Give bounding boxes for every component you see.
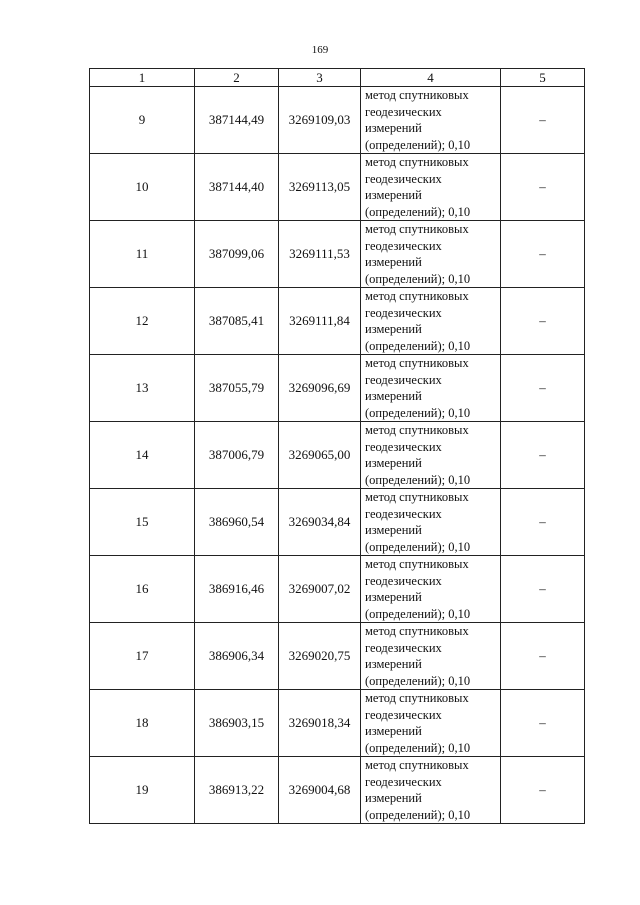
method-line: (определений); 0,10 (365, 271, 471, 286)
table-row (90, 556, 585, 623)
y-coordinate-cell: 3269113,05 (279, 154, 361, 221)
method-line: измерений (365, 456, 422, 470)
method-line: измерений (365, 590, 422, 604)
method-line: (определений); 0,10 (365, 539, 471, 554)
note-cell: – (501, 623, 585, 690)
y-coordinate-cell: 3269020,75 (279, 623, 361, 690)
point-number-cell: 10 (90, 154, 195, 221)
y-coordinate-cell: 3269111,53 (279, 221, 361, 288)
method-cell (361, 623, 501, 690)
method-line: геодезических (365, 573, 442, 588)
point-number-cell: 14 (90, 422, 195, 489)
method-line: (определений); 0,10 (365, 740, 471, 755)
method-line: геодезических (365, 171, 442, 186)
note-cell: – (501, 422, 585, 489)
table-body (90, 87, 585, 824)
header-row (90, 69, 585, 87)
table-row (90, 623, 585, 690)
method-line: (определений); 0,10 (365, 673, 471, 688)
method-line: (определений); 0,10 (365, 338, 471, 353)
method-line: метод спутниковых (365, 88, 469, 102)
x-coordinate-cell: 386960,54 (195, 489, 279, 556)
method-line: (определений); 0,10 (365, 137, 471, 152)
x-coordinate-cell: 387085,41 (195, 288, 279, 355)
method-line: измерений (365, 188, 422, 202)
method-line: метод спутниковых (365, 356, 469, 370)
note-cell: – (501, 221, 585, 288)
note-cell: – (501, 690, 585, 757)
method-cell (361, 556, 501, 623)
method-line: метод спутниковых (365, 624, 469, 638)
page-number: 169 (311, 44, 329, 56)
method-cell (361, 422, 501, 489)
column-header-2: 2 (195, 69, 279, 87)
method-cell (361, 489, 501, 556)
point-number-cell: 9 (90, 87, 195, 154)
y-coordinate-cell: 3269096,69 (279, 355, 361, 422)
method-line: геодезических (365, 640, 442, 655)
method-line: измерений (365, 791, 422, 805)
point-number-cell: 11 (90, 221, 195, 288)
coordinates-table (89, 68, 585, 824)
table-row (90, 489, 585, 556)
note-cell: – (501, 355, 585, 422)
method-line: измерений (365, 657, 422, 671)
x-coordinate-cell: 387144,40 (195, 154, 279, 221)
method-line: (определений); 0,10 (365, 405, 471, 420)
table-row (90, 221, 585, 288)
x-coordinate-cell: 387055,79 (195, 355, 279, 422)
method-line: измерений (365, 523, 422, 537)
table-row (90, 154, 585, 221)
method-cell (361, 355, 501, 422)
method-line: метод спутниковых (365, 758, 469, 772)
y-coordinate-cell: 3269007,02 (279, 556, 361, 623)
table-header (90, 69, 585, 87)
method-line: геодезических (365, 305, 442, 320)
method-line: метод спутниковых (365, 155, 469, 169)
method-cell (361, 690, 501, 757)
table-row (90, 87, 585, 154)
note-cell: – (501, 87, 585, 154)
method-cell (361, 221, 501, 288)
x-coordinate-cell: 386903,15 (195, 690, 279, 757)
table-row (90, 422, 585, 489)
column-header-5: 5 (501, 69, 585, 87)
y-coordinate-cell: 3269034,84 (279, 489, 361, 556)
method-line: метод спутниковых (365, 557, 469, 571)
method-line: геодезических (365, 104, 442, 119)
y-coordinate-cell: 3269004,68 (279, 757, 361, 824)
method-line: геодезических (365, 372, 442, 387)
method-cell (361, 757, 501, 824)
point-number-cell: 16 (90, 556, 195, 623)
method-line: метод спутниковых (365, 222, 469, 236)
method-line: измерений (365, 121, 422, 135)
note-cell: – (501, 757, 585, 824)
column-header-3: 3 (279, 69, 361, 87)
x-coordinate-cell: 387099,06 (195, 221, 279, 288)
method-line: измерений (365, 389, 422, 403)
table-row (90, 690, 585, 757)
x-coordinate-cell: 386913,22 (195, 757, 279, 824)
y-coordinate-cell: 3269018,34 (279, 690, 361, 757)
method-line: геодезических (365, 439, 442, 454)
table-row (90, 757, 585, 824)
method-line: метод спутниковых (365, 490, 469, 504)
note-cell: – (501, 556, 585, 623)
method-line: метод спутниковых (365, 691, 469, 705)
method-line: (определений); 0,10 (365, 807, 471, 822)
method-line: (определений); 0,10 (365, 472, 471, 487)
method-line: (определений); 0,10 (365, 204, 471, 219)
method-line: геодезических (365, 774, 442, 789)
method-line: измерений (365, 322, 422, 336)
point-number-cell: 19 (90, 757, 195, 824)
note-cell: – (501, 489, 585, 556)
y-coordinate-cell: 3269109,03 (279, 87, 361, 154)
point-number-cell: 12 (90, 288, 195, 355)
method-line: геодезических (365, 707, 442, 722)
x-coordinate-cell: 387006,79 (195, 422, 279, 489)
point-number-cell: 17 (90, 623, 195, 690)
method-cell (361, 87, 501, 154)
method-line: геодезических (365, 238, 442, 253)
column-header-1: 1 (90, 69, 195, 87)
method-line: измерений (365, 255, 422, 269)
note-cell: – (501, 288, 585, 355)
method-line: метод спутниковых (365, 423, 469, 437)
point-number-cell: 13 (90, 355, 195, 422)
method-cell (361, 288, 501, 355)
method-line: геодезических (365, 506, 442, 521)
y-coordinate-cell: 3269111,84 (279, 288, 361, 355)
x-coordinate-cell: 387144,49 (195, 87, 279, 154)
table-row (90, 355, 585, 422)
point-number-cell: 15 (90, 489, 195, 556)
point-number-cell: 18 (90, 690, 195, 757)
method-cell (361, 154, 501, 221)
method-line: (определений); 0,10 (365, 606, 471, 621)
x-coordinate-cell: 386906,34 (195, 623, 279, 690)
y-coordinate-cell: 3269065,00 (279, 422, 361, 489)
table-row (90, 288, 585, 355)
column-header-4: 4 (361, 69, 501, 87)
method-line: измерений (365, 724, 422, 738)
method-line: метод спутниковых (365, 289, 469, 303)
x-coordinate-cell: 386916,46 (195, 556, 279, 623)
note-cell: – (501, 154, 585, 221)
